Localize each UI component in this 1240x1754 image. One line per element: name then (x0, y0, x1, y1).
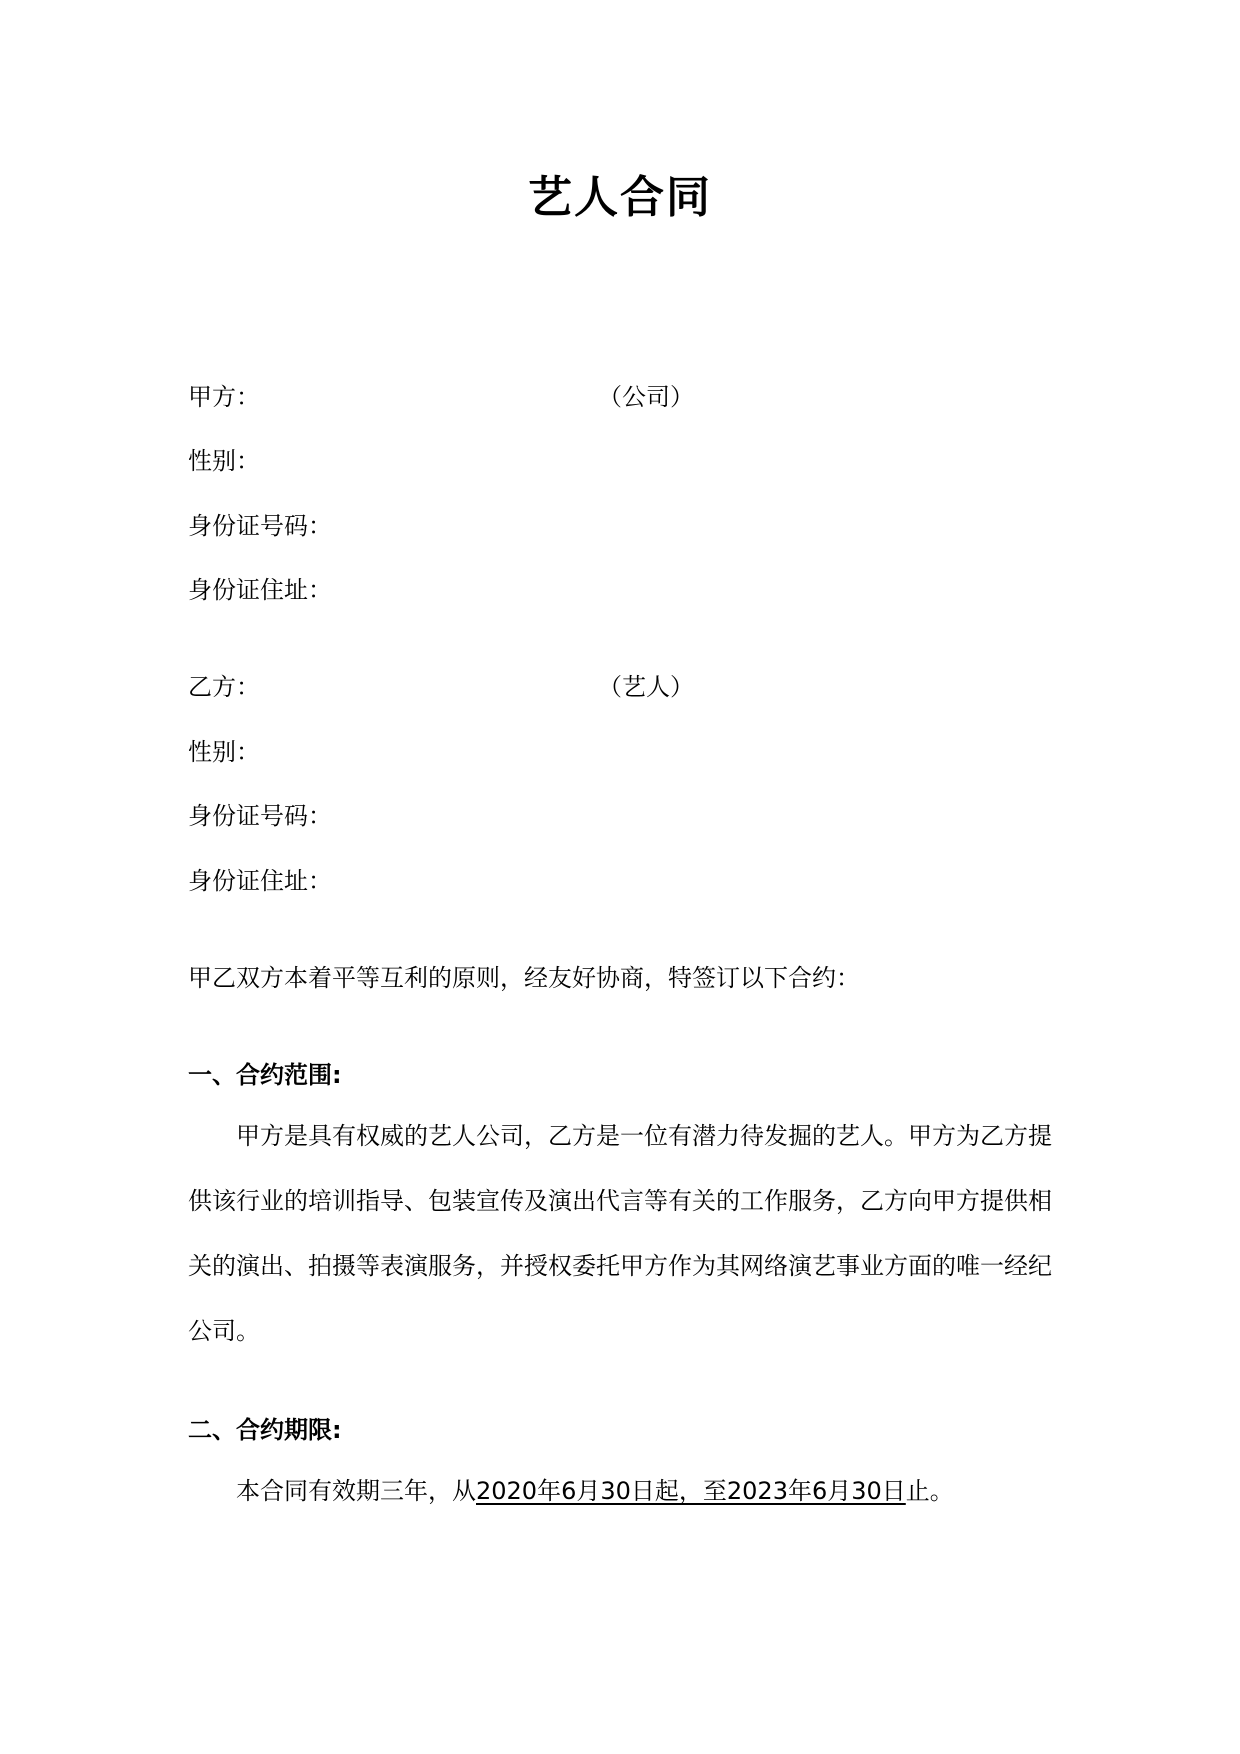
section2-body-suffix: 止。 (905, 1477, 954, 1505)
section2-body-prefix: 本合同有效期三年，从 (236, 1477, 476, 1505)
party-a-id-number-label: 身份证号码： (188, 512, 332, 540)
party-b-id-number-label: 身份证号码： (188, 802, 332, 830)
intro-text: 甲乙双方本着平等互利的原则，经友好协商，特签订以下合约： (188, 964, 860, 992)
section1-heading: 一、合约范围: (188, 1061, 342, 1089)
party-b-role: （艺人） (598, 673, 694, 701)
section1-body: 甲方是具有权威的艺人公司，乙方是一位有潜力待发掘的艺人。甲方为乙方提供该行业的培训指导、包装宣传及演出代言等有关的工作服务，乙方向甲方提供相关的演出、拍摄等表演服务，并授权委托甲方作为其网络演艺事业方面的唯一经纪公司。 (188, 1122, 1052, 1345)
party-b-gender-label: 性别： (188, 738, 260, 766)
party-b-line (188, 670, 694, 704)
party-a-role: （公司） (598, 383, 694, 411)
section2-body (188, 1459, 1088, 1524)
party-a-id-address-label: 身份证住址： (188, 576, 332, 604)
document-title: 艺人合同 (528, 172, 712, 223)
contract-period: 2020年6月30日起，至2023年6月30日 (476, 1477, 906, 1505)
section2-heading: 二、合约期限: (188, 1416, 342, 1444)
party-b-id-address-label: 身份证住址： (188, 867, 332, 895)
party-a-line (188, 380, 694, 414)
party-a-gender-label: 性别： (188, 447, 260, 475)
party-a-label: 甲方： (188, 383, 260, 411)
party-b-label: 乙方： (188, 673, 260, 701)
